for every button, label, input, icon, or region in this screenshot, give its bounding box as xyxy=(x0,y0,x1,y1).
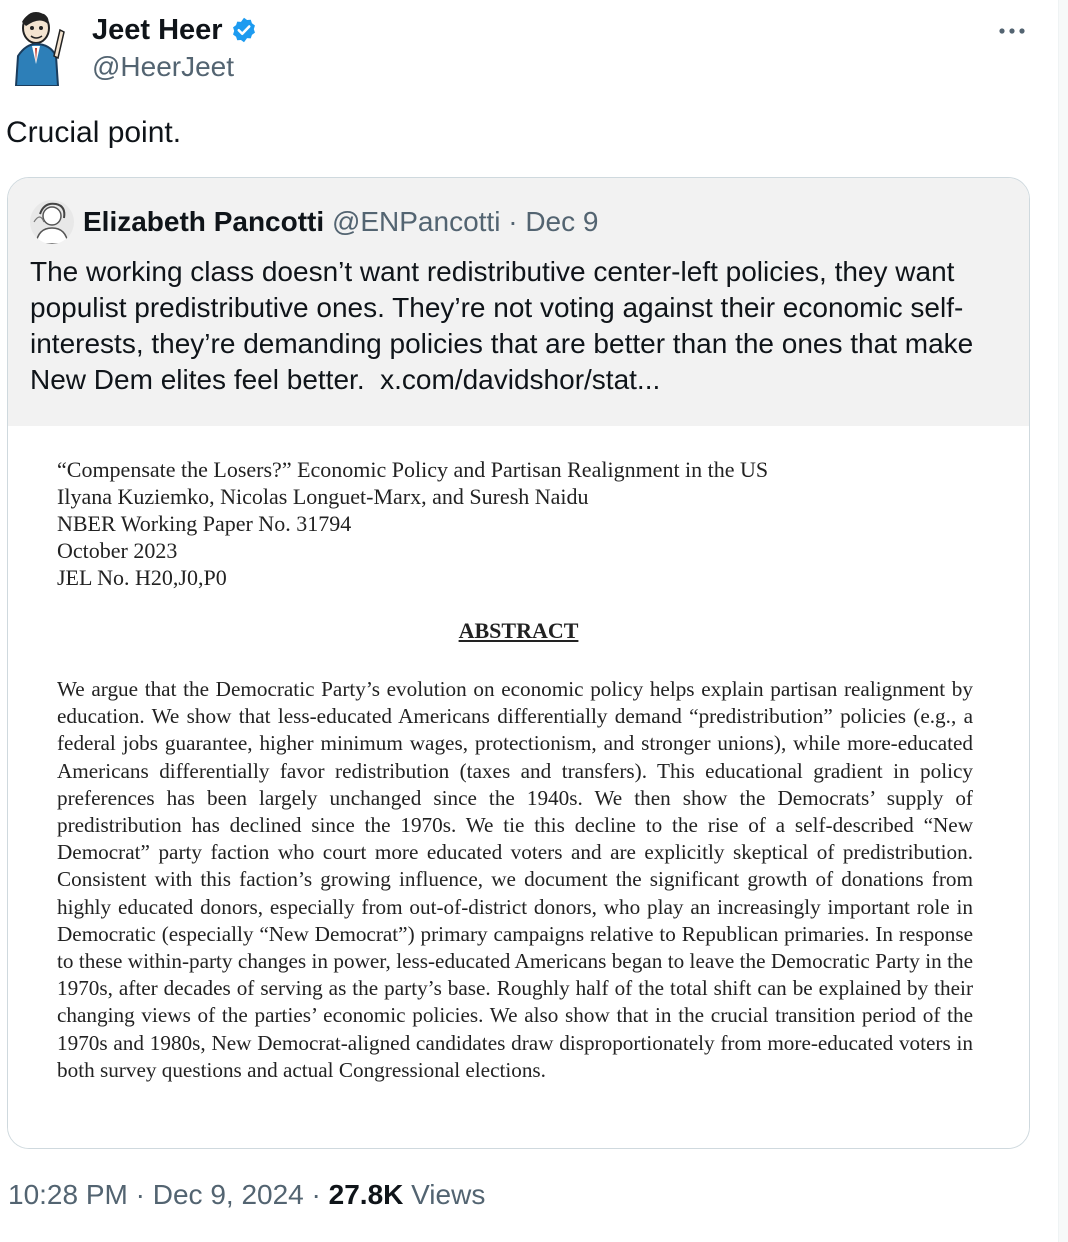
paper-authors: Ilyana Kuziemko, Nicolas Longuet-Marx, and Suresh Naidu xyxy=(57,484,589,509)
quoted-meta xyxy=(83,204,598,240)
sketch-avatar-icon xyxy=(30,200,74,244)
tweet-footer xyxy=(8,1177,485,1213)
author-avatar[interactable] xyxy=(10,10,66,86)
views-count: 27.8K xyxy=(328,1179,404,1210)
page-scroll-gutter xyxy=(1058,0,1068,1242)
abstract-heading: ABSTRACT xyxy=(458,618,579,643)
more-options-button[interactable] xyxy=(996,24,1028,38)
footer-separator: · xyxy=(135,1179,145,1210)
tweet-text: Crucial point. xyxy=(6,116,182,149)
abstract-body: We argue that the Democratic Party’s evolution on economic policy helps explain partisan realignment by education. We show that less-educated Americans differentially demand “predistribution” policies (e.g., a federal jobs guarantee, higher minimum wages, protectionism, and stronger unions), while more-educated Americans differentially favor redistribution (taxes and transfers). This educational gradient in policy preferences has been largely unchanged since the 1940s. We then show the Democrats’ supply of predistribution has declined since the 1970s. We tie this decline to the rise of a self-described “New Democrat” party faction who court more educated voters and are explicitly skeptical of predistribution. Consistent with this faction’s growing influence, we document the significant growth of donations from highly educated donors, especially from out-of-district donors, who play an increasingly important role in Democratic (especially “New Democrat”) primary campaigns relative to Republican primaries. In response to these within-party changes in power, less-educated Americans began to leave the Democratic Party in the 1970s, after decades of serving as the party’s base. Roughly half of the total shift can be explained by their changing views of the parties’ economic policies. We also show that in the crucial transition period of the 1970s and 1980s, New Democrat-aligned candidates draw disproportionately from more-educated voters in both survey questions and actual Congressional elections. xyxy=(57,677,973,1082)
paper-image[interactable] xyxy=(8,426,1029,1148)
paper-series: NBER Working Paper No. 31794 xyxy=(57,511,352,536)
cartoon-avatar-icon xyxy=(10,10,66,86)
author-name-row xyxy=(92,12,258,48)
quoted-link[interactable]: x.com/davidshor/stat... xyxy=(380,364,661,395)
quoted-display-name[interactable]: Elizabeth Pancotti xyxy=(83,206,325,237)
verified-badge-icon[interactable] xyxy=(230,16,258,44)
author-handle[interactable]: @HeerJeet xyxy=(92,51,235,82)
quoted-separator: · xyxy=(508,206,518,237)
author-display-name[interactable]: Jeet Heer xyxy=(92,14,223,46)
paper-metadata xyxy=(57,456,768,591)
quoted-tweet-header xyxy=(8,178,1029,426)
quoted-date[interactable]: Dec 9 xyxy=(525,206,599,237)
tweet-date[interactable]: Dec 9, 2024 xyxy=(152,1179,304,1210)
footer-separator: · xyxy=(311,1179,321,1210)
tweet-time[interactable]: 10:28 PM xyxy=(8,1179,128,1210)
quoted-text-block xyxy=(30,254,1015,398)
quoted-handle[interactable]: @ENPancotti xyxy=(331,206,501,237)
quoted-text: The working class doesn’t want redistributive center-left policies, they want populist predistributive ones. They’re not voting against their economic self-interests, they’re demanding policies that are better than the ones that make New Dem elites feel better. xyxy=(30,256,974,395)
paper-jel: JEL No. H20,J0,P0 xyxy=(57,565,227,590)
quoted-author-avatar[interactable] xyxy=(30,200,74,244)
more-dots-icon xyxy=(996,24,1028,38)
paper-date: October 2023 xyxy=(57,538,178,563)
quoted-tweet-card[interactable] xyxy=(7,177,1030,1149)
paper-title: “Compensate the Losers?” Economic Policy and Partisan Realignment in the US xyxy=(57,457,769,482)
views-label: Views xyxy=(411,1179,486,1210)
